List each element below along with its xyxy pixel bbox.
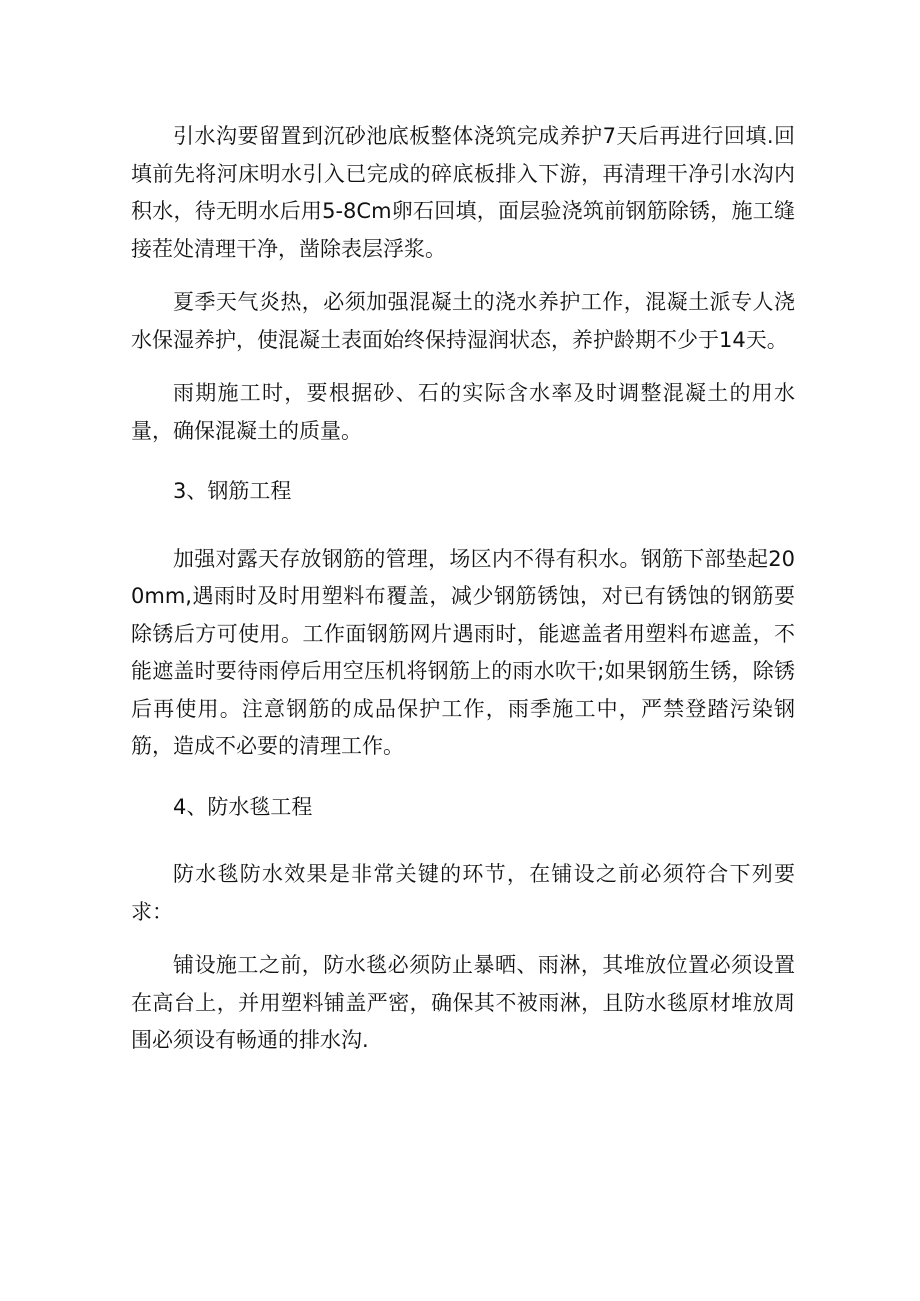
paragraph-spacer [131, 359, 795, 375]
paragraph-spacer [131, 826, 795, 856]
paragraph-spacer [131, 931, 795, 947]
paragraph-blanket-storage: 铺设施工之前，防水毯必须防止暴晒、雨淋，其堆放位置必须设置在高台上，并用塑料铺盖严密，确保其不被雨淋，且防水毯原材堆放周围必须设有畅通的排水沟. [131, 953, 795, 1052]
section-heading-rebar: 3、钢筋工程 [173, 479, 292, 503]
section-heading-waterproof-blanket: 4、防水毯工程 [173, 794, 313, 819]
paragraph-spacer [131, 511, 795, 541]
paragraph-backfill: 引水沟要留置到沉砂池底板整体浇筑完成养护7天后再进行回填.回填前先将河床明水引入已完成的碎底板排入下游，再清理干净引水沟内积水，待无明水后用5-8Cm卵石回填，面层验浇筑前钢筋除锈，施工缝接茬处清理干净，凿除表层浮浆。 [131, 124, 795, 261]
paragraph-rainy-season: 雨期施工时，要根据砂、石的实际含水率及时调整混凝土的用水量，确保混凝土的质量。 [131, 381, 795, 443]
paragraph-blanket-requirements: 防水毯防水效果是非常关键的环节，在铺设之前必须符合下列要求： [131, 862, 795, 924]
paragraph-rebar-storage: 加强对露天存放钢筋的管理，场区内不得有积水。钢筋下部垫起200mm,遇雨时及时用塑料布覆盖，减少钢筋锈蚀，对已有锈蚀的钢筋要除锈后方可使用。工作面钢筋网片遇雨时，能遮盖者用塑料布遮盖，不能遮盖时要待雨停后用空压机将钢筋上的雨水吹干;如果钢筋生锈，除锈后再使用。注意钢筋的成品保护工作，雨季施工中，严禁登踏污染钢筋，造成不必要的清理工作。 [131, 546, 795, 758]
paragraph-spacer [131, 268, 795, 284]
document-body [131, 118, 795, 1060]
paragraph-summer-curing: 夏季天气炎热，必须加强混凝土的浇水养护工作，混凝土派专人浇水保湿养护，使混凝土表面始终保持湿润状态，养护龄期不少于14天。 [131, 290, 795, 352]
paragraph-spacer [131, 766, 795, 789]
paragraph-spacer [131, 450, 795, 473]
